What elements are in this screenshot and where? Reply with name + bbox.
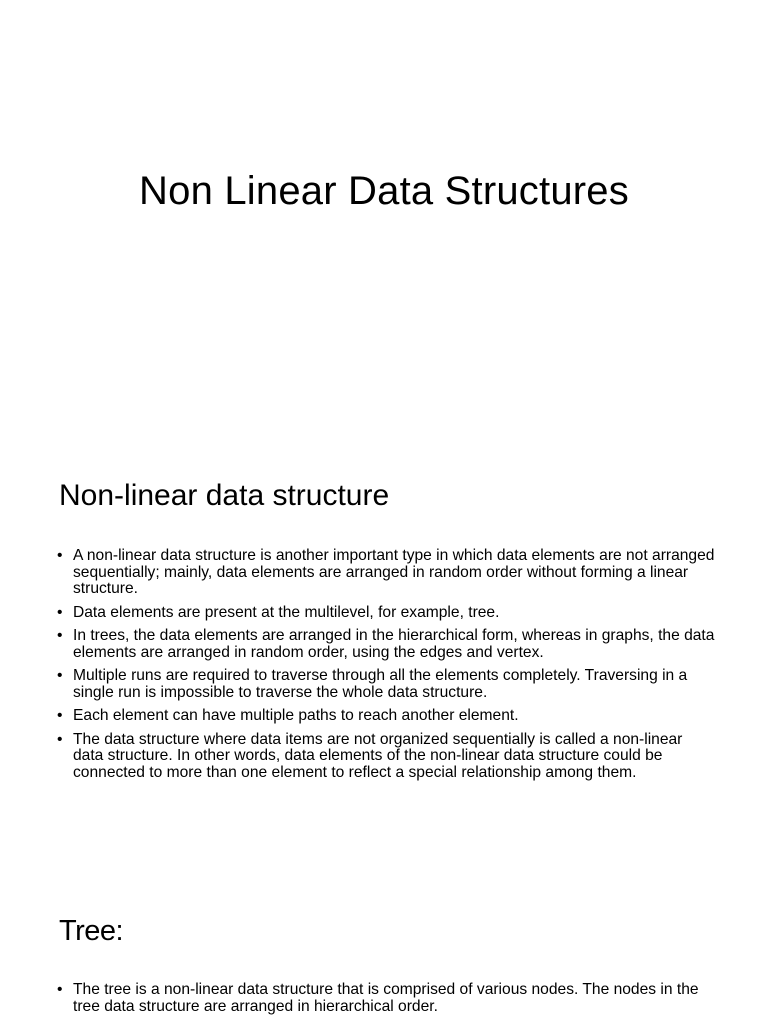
bullet-list bbox=[57, 982, 717, 1022]
bullet-item bbox=[57, 628, 717, 661]
bullet-list bbox=[57, 548, 717, 788]
bullet-text: Each element can have multiple paths to reach another element. bbox=[73, 707, 519, 724]
bullet-text: Multiple runs are required to traverse through all the elements completely. Traversing in a single run is impossible to traverse the whole data structure. bbox=[73, 667, 688, 701]
non-linear-overview-slide bbox=[0, 440, 768, 860]
bullet-icon: • bbox=[57, 667, 63, 684]
bullet-item bbox=[57, 605, 717, 622]
bullet-item bbox=[57, 982, 717, 1015]
bullet-text: In trees, the data elements are arranged in the hierarchical form, whereas in graphs, the data elements are arranged in random order, using the edges and vertex. bbox=[73, 627, 715, 661]
bullet-item bbox=[57, 668, 717, 701]
bullet-icon: • bbox=[57, 627, 63, 644]
bullet-icon: • bbox=[57, 547, 63, 564]
bullet-item bbox=[57, 548, 717, 598]
slide-heading: Tree: bbox=[59, 915, 124, 947]
bullet-text: The tree is a non-linear data structure that is comprised of various nodes. The nodes in the tree data structure are arranged in hierarchical order. bbox=[73, 981, 699, 1015]
title-slide bbox=[0, 0, 768, 440]
presentation-title: Non Linear Data Structures bbox=[139, 169, 629, 213]
tree-slide bbox=[0, 860, 768, 1024]
bullet-icon: • bbox=[57, 730, 63, 748]
bullet-icon: • bbox=[57, 603, 63, 621]
bullet-text: A non-linear data structure is another important type in which data elements are not arranged sequentially; mainly, data elements are arranged in random order without forming a linear structure. bbox=[73, 547, 715, 597]
bullet-item bbox=[57, 732, 717, 782]
bullet-icon: • bbox=[57, 981, 63, 998]
bullet-item bbox=[57, 708, 717, 725]
bullet-icon: • bbox=[57, 707, 63, 724]
bullet-text: The data structure where data items are not organized sequentially is called a non-linear data structure. In other words, data elements of the non-linear data structure could be connected to more than one element to reflect a special relationship among them. bbox=[73, 730, 683, 781]
slide-heading: Non-linear data structure bbox=[59, 479, 390, 512]
bullet-text: Data elements are present at the multilevel, for example, tree. bbox=[73, 603, 500, 621]
